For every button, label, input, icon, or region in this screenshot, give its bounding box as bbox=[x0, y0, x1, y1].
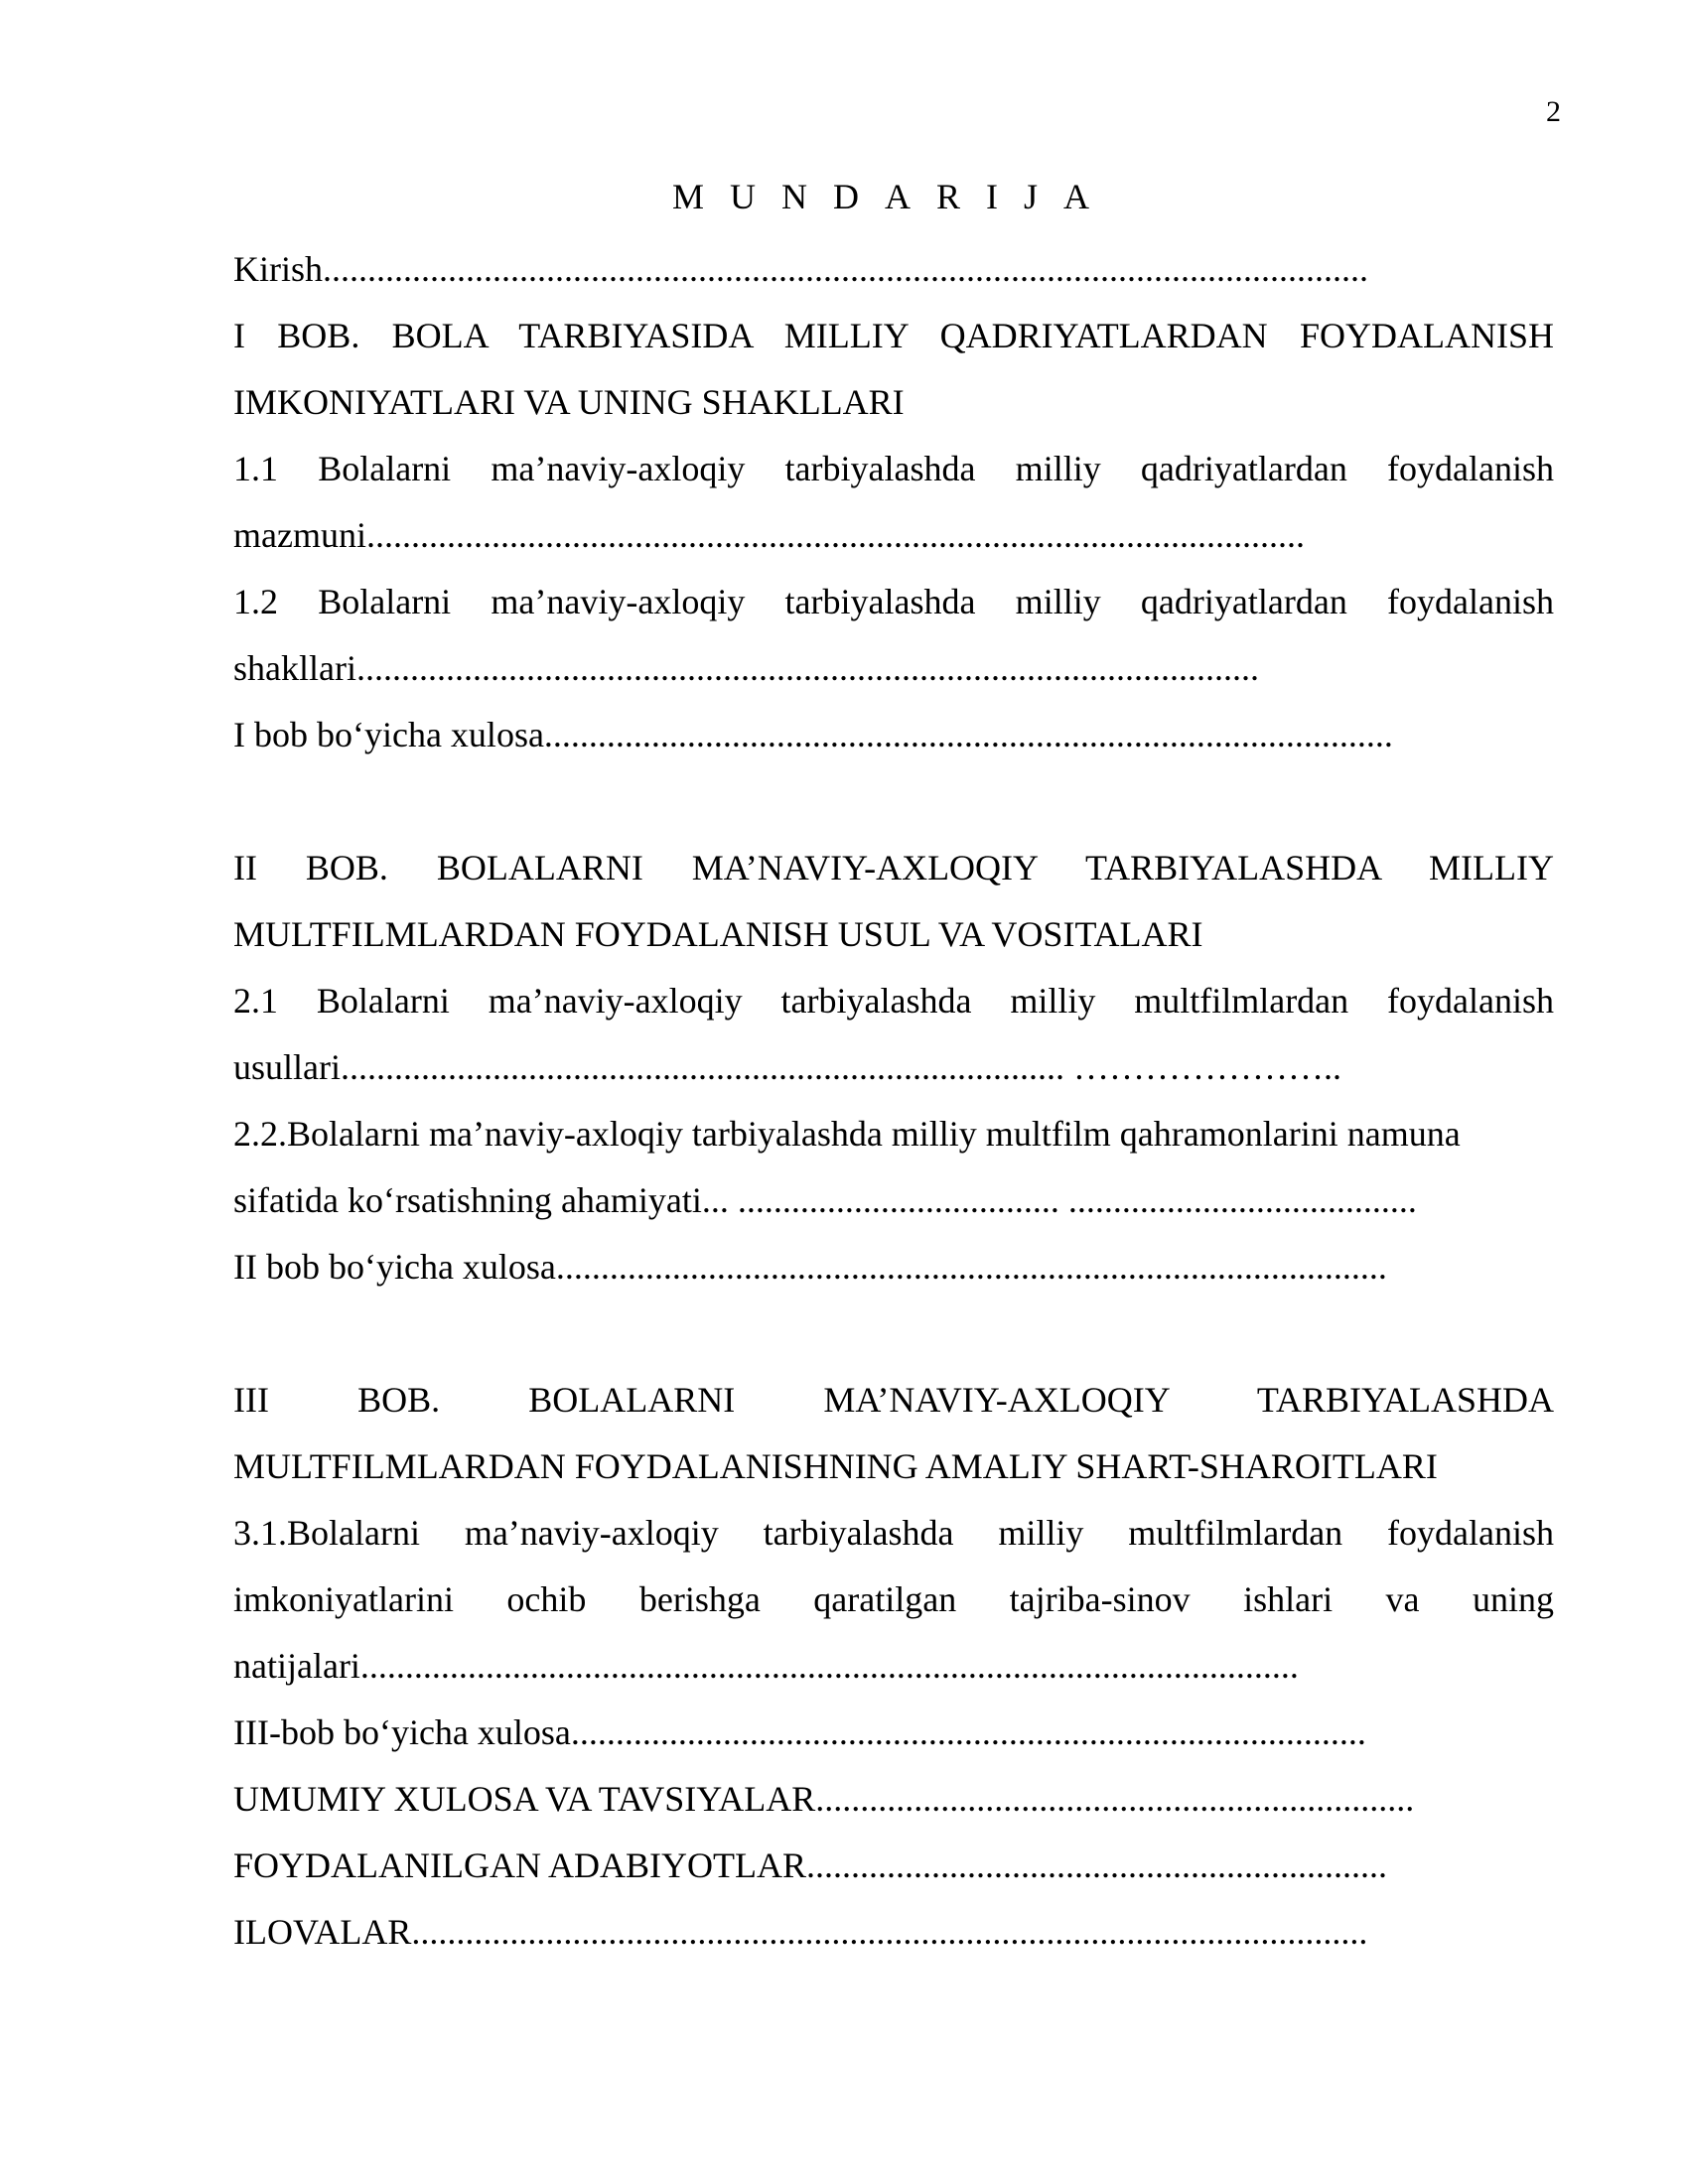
toc-appendices: ILOVALAR........................................................................................................... bbox=[233, 1912, 1368, 1952]
toc-chapter3-conclusion: III-bob bo‘yicha xulosa......................................................................................... bbox=[233, 1712, 1366, 1752]
toc-chapter3-heading-line1: III BOB. BOLALARNI MA’NAVIY-AXLOQIY TARBIYALASHDA bbox=[233, 1380, 1554, 1420]
toc-references: FOYDALANILGAN ADABIYOTLAR................................................................. bbox=[233, 1845, 1387, 1885]
toc-section-2-1-line1: 2.1 Bolalarni ma’naviy-axloqiy tarbiyalashda milliy multfilmlardan foydalanish bbox=[233, 981, 1554, 1021]
toc-spacer bbox=[233, 768, 1554, 835]
page-number: 2 bbox=[1546, 95, 1561, 128]
toc-section-1-1-line1: 1.1 Bolalarni ma’naviy-axloqiy tarbiyalashda milliy qadriyatlardan foydalanish bbox=[233, 449, 1554, 488]
toc-section-1-2-line2: shakllari..................................................................................................... bbox=[233, 648, 1259, 688]
toc-section-1-1-line2: mazmuni......................................................................................................... bbox=[233, 515, 1305, 555]
toc-chapter2-heading-line2: MULTFILMLARDAN FOYDALANISH USUL VA VOSITALARI bbox=[233, 914, 1203, 954]
table-of-contents bbox=[233, 236, 1554, 1966]
toc-section-2-2-line2: sifatida ko‘rsatishning ahamiyati... .................................... ....................................... bbox=[233, 1180, 1417, 1220]
toc-chapter2-heading-line1: II BOB. BOLALARNI MA’NAVIY-AXLOQIY TARBIYALASHDA MILLIY bbox=[233, 848, 1554, 887]
page-title: MUNDARIJA bbox=[671, 177, 1115, 216]
toc-chapter3-heading-line2: MULTFILMLARDAN FOYDALANISHNING AMALIY SHART-SHAROITLARI bbox=[233, 1446, 1438, 1486]
toc-section-2-1-line2: usullari................................................................................. ………………….. bbox=[233, 1047, 1341, 1087]
toc-general-conclusion: UMUMIY XULOSA VA TAVSIYALAR................................................................... bbox=[233, 1779, 1415, 1819]
toc-chapter1-heading-line2: IMKONIYATLARI VA UNING SHAKLLARI bbox=[233, 382, 905, 422]
toc-section-3-1-line3: natijalari......................................................................................................... bbox=[233, 1646, 1299, 1686]
toc-section-3-1-line2: imkoniyatlarini ochib berishga qaratilgan tajriba-sinov ishlari va uning bbox=[233, 1579, 1554, 1619]
toc-entry-introduction: Kirish..................................................................................................................... bbox=[233, 249, 1368, 289]
toc-chapter1-conclusion: I bob bo‘yicha xulosa............................................................................................... bbox=[233, 715, 1393, 754]
toc-section-2-2-line1: 2.2.Bolalarni ma’naviy-axloqiy tarbiyalashda milliy multfilm qahramonlarini namuna bbox=[233, 1114, 1461, 1154]
toc-section-1-2-line1: 1.2 Bolalarni ma’naviy-axloqiy tarbiyalashda milliy qadriyatlardan foydalanish bbox=[233, 582, 1554, 621]
toc-chapter2-conclusion: II bob bo‘yicha xulosa............................................................................................. bbox=[233, 1247, 1387, 1287]
toc-chapter1-heading-line1: I BOB. BOLA TARBIYASIDA MILLIY QADRIYATLARDAN FOYDALANISH bbox=[233, 316, 1554, 355]
toc-spacer bbox=[233, 1300, 1554, 1367]
toc-section-3-1-line1: 3.1.Bolalarni ma’naviy-axloqiy tarbiyalashda milliy multfilmlardan foydalanish bbox=[233, 1513, 1554, 1553]
